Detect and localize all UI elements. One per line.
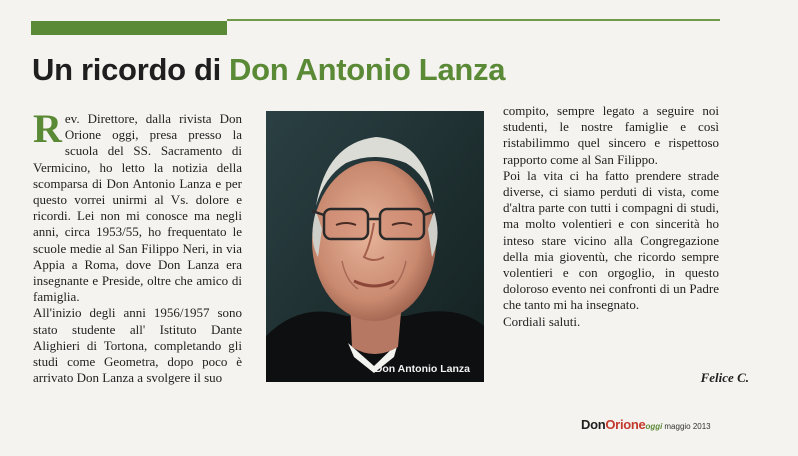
brand-oggi: oggi xyxy=(645,422,663,431)
issue-date: maggio 2013 xyxy=(664,422,711,431)
signature: Felice C. xyxy=(700,370,749,385)
article-title xyxy=(32,52,505,88)
paragraph: compito, sempre legato a seguire noi studenti, le nostre famiglie e così ristabilimmo quel sincero e rispettoso rapporto come al San Filippo. xyxy=(503,103,719,167)
drop-cap: R xyxy=(33,106,62,151)
brand-orione: Orione xyxy=(605,417,646,432)
title-prefix: Un ricordo di xyxy=(32,52,221,87)
header-accent-bar xyxy=(31,21,227,35)
article-column-left xyxy=(33,106,242,386)
paragraph: Cordiali saluti. xyxy=(503,313,581,329)
brand-don: Don xyxy=(581,417,606,432)
footer-masthead xyxy=(581,416,711,434)
paragraph: Poi la vita ci ha fatto prendere strade diverse, ci siamo perduti di vista, come d'altra parte con tutti i compagni di studi, ma molto volentieri e con sincerità ho inteso stare vicino alla Congregazione della mia gioventù, che ricordo sempre volentieri e con orgoglio, in questo doloroso evento nei confronti di un Padre che tanto mi ha insegnato. xyxy=(503,167,719,313)
header-rule xyxy=(227,19,720,21)
paragraph: Rev. Direttore, dalla rivista Don Orione oggi, presa presso la scuola del SS. Sacramento di Vermicino, ho letto la notizia della scomparsa di Don Antonio Lanza e per questo vorrei unirmi al Vs. dolore e ricordi. Lei non mi conosce ma negli anni, circa 1953/55, ho frequentato le scuole medie al San Filippo Neri, in via Appia a Roma, dove Don Lanza era insegnante e Preside, oltre che amico di famiglia. xyxy=(33,106,242,305)
title-name: Don Antonio Lanza xyxy=(229,52,506,87)
portrait-illustration xyxy=(266,111,484,382)
article-column-right xyxy=(503,103,719,330)
paragraph: All'inizio degli anni 1956/1957 sono stato studente all' Istituto Dante Alighieri di Tortona, completando gli studi come Geometra, dopo poco è arrivato Don Lanza a svolgere il suo xyxy=(33,305,242,386)
portrait-photo xyxy=(266,111,484,382)
photo-caption: Don Antonio Lanza xyxy=(374,363,470,375)
